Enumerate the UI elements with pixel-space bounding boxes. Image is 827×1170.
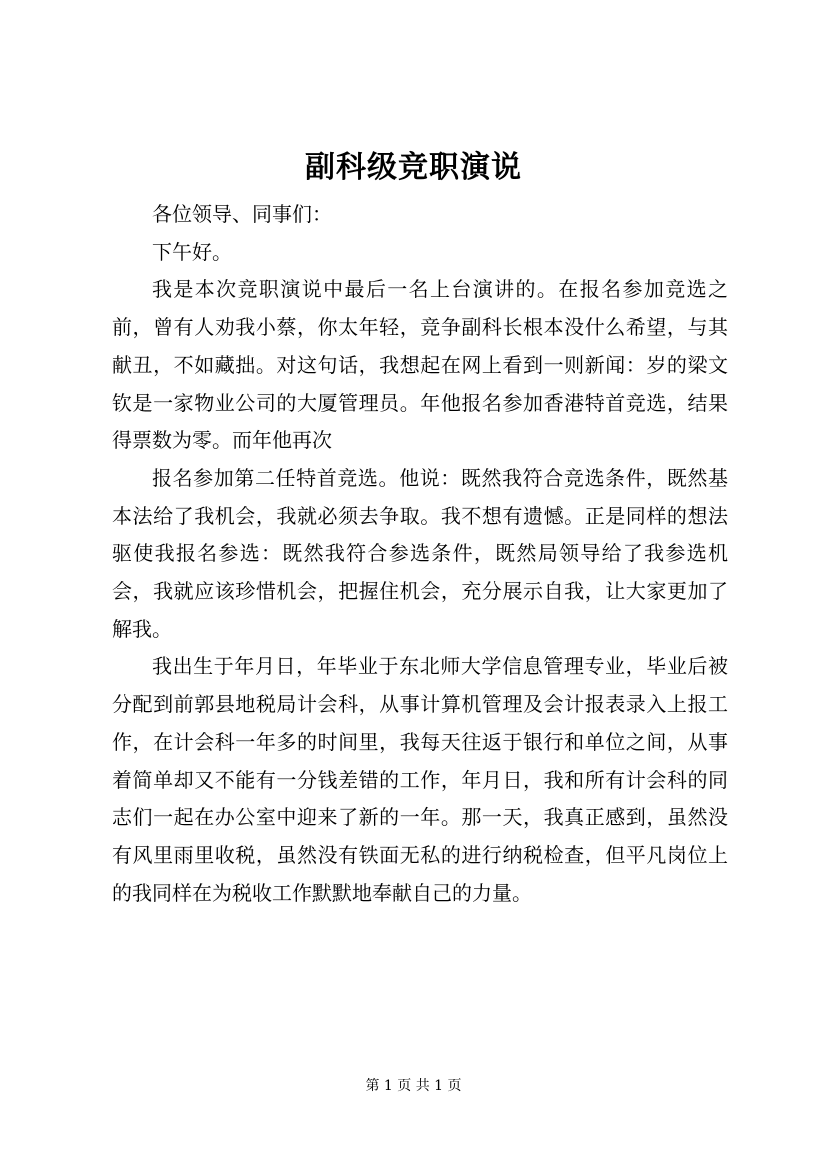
paragraph-salutation: 下午好。: [152, 239, 232, 264]
page-footer: 第 1 页 共 1 页: [365, 1078, 462, 1094]
document-body: [112, 196, 728, 912]
paragraph-greeting: 各位领导、同事们：: [152, 202, 332, 226]
paragraph-3: 我出生于年月日，年毕业于东北师大学信息管理专业，毕业后被分配到前郭县地税局计会科，从事计算机管理及会计报表录入上报工作，在计会科一年多的时间里，我每天往返于银行和单位之间，从事着简单却又不能有一分钱差错的工作，年月日，我和所有计会科的同志们一起在办公室中迎来了新的一年。那一天，我真正感到，虽然没有风里雨里收税，虽然没有铁面无私的进行纳税检查，但平凡岗位上的我同样在为税收工作默默地奉献自己的力量。: [112, 654, 728, 905]
paragraph-2: 报名参加第二任特首竞选。他说：既然我符合竞选条件，既然基本法给了我机会，我就必须去争取。我不想有遗憾。正是同样的想法驱使我报名参选：既然我符合参选条件，既然局领导给了我参选机会，我就应该珍惜机会，把握住机会，充分展示自我，让大家更加了解我。: [112, 465, 728, 641]
paragraph-1: 我是本次竞职演说中最后一名上台演讲的。在报名参加竞选之前，曾有人劝我小蔡，你太年轻，竞争副科长根本没什么希望，与其献丑，不如藏拙。对这句话，我想起在网上看到一则新闻：岁的梁文钦是一家物业公司的大厦管理员。年他报名参加香港特首竞选，结果得票数为零。而年他再次: [112, 277, 728, 453]
document-title: 副科级竞职演说: [305, 150, 522, 185]
